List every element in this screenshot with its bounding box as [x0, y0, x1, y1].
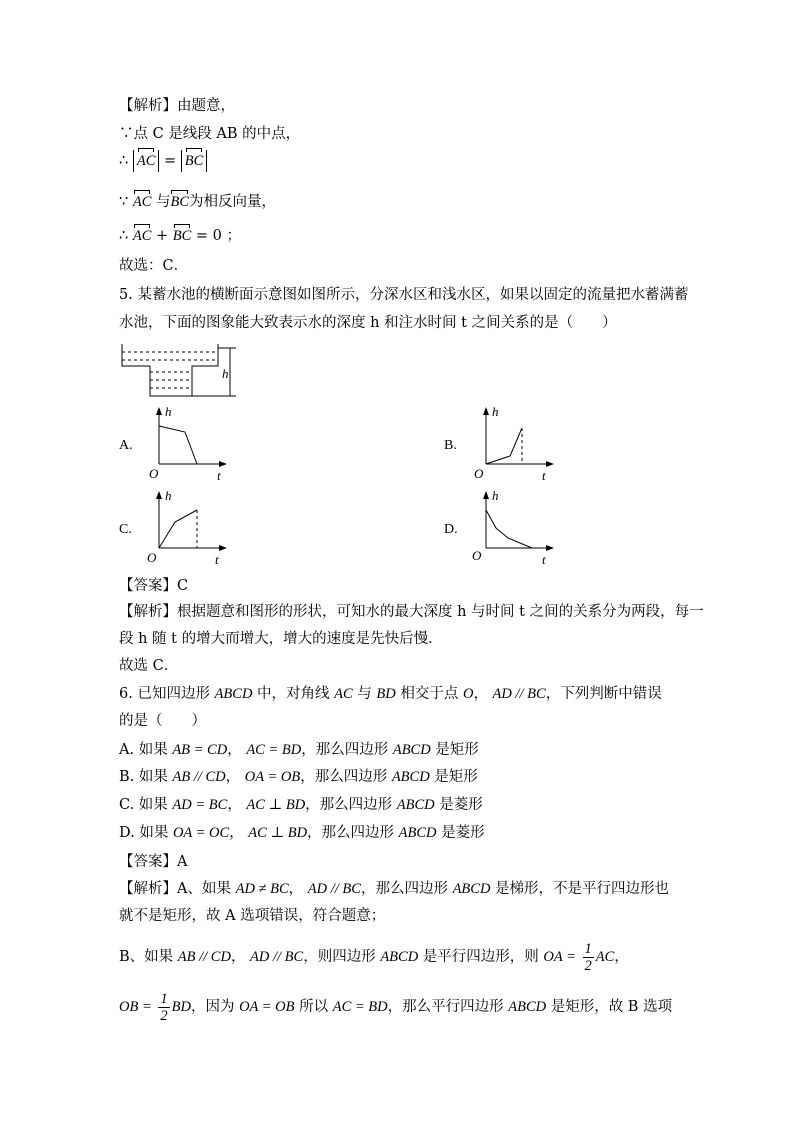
optD-sep: ，: [229, 825, 249, 841]
figure-h-label: h: [222, 366, 229, 381]
vector-bc-3: BC: [172, 228, 192, 244]
optA-end: 是矩形: [430, 742, 479, 758]
optA-m2: AC = BD: [246, 742, 302, 758]
q6-explanation-3: [119, 940, 629, 974]
optB-sep: ，: [225, 769, 245, 785]
e4-a: OB =: [119, 999, 152, 1015]
sum-result: = 0 ；: [195, 228, 241, 244]
q4-line-magnitude: [119, 150, 207, 172]
optD-post: ，那么四边形: [307, 825, 399, 841]
optC-end: 是菱形: [434, 797, 483, 813]
optC-post: ，那么四边形: [305, 797, 397, 813]
axis-o-d: O: [472, 548, 482, 563]
fraction-half-2: [158, 991, 169, 1024]
optD-m1: OA = OC: [172, 825, 230, 841]
axis-h-d: h: [492, 488, 499, 503]
e3-d: AD // BC: [250, 949, 304, 965]
q6-text-k: ，下列判断中错误: [545, 686, 662, 702]
e1-d: AD // BC: [307, 881, 361, 897]
optD-end: 是菱形: [436, 825, 485, 841]
q6-explanation-1: [119, 879, 669, 899]
optB-m1: AB // CD: [172, 769, 226, 785]
q6-stem-line1: [119, 684, 662, 704]
frac2-den: 2: [160, 1007, 168, 1024]
e4-g: ，那么平行四边形: [387, 999, 509, 1015]
q6-explanation-4: [119, 990, 672, 1024]
vector-ac-2: AC: [132, 194, 152, 210]
optA-sep: ，: [227, 742, 247, 758]
q4-line-opposite: [119, 192, 276, 212]
graph-d: [472, 488, 562, 566]
q6-math-o: O: [462, 686, 474, 702]
therefore-symbol: ∴: [119, 153, 129, 169]
q6-math-parallel: AD // BC: [492, 686, 546, 702]
axis-h-b: h: [492, 404, 499, 419]
optC-pre: C. 如果: [119, 797, 173, 813]
connector-text: 与: [155, 194, 171, 210]
optB-quad: ABCD: [391, 769, 430, 785]
e1-g: 是梯形，不是平行四边形也: [490, 881, 670, 897]
q6-text-c: 中，对角线: [252, 686, 335, 702]
option-c-label: C.: [119, 522, 132, 537]
optD-pre: D. 如果: [119, 825, 173, 841]
frac1-num: 1: [584, 940, 592, 957]
q6-option-d: [119, 823, 485, 843]
optB-pre: B. 如果: [119, 769, 173, 785]
abs-bc: [181, 150, 208, 172]
q5-explanation-2: 段 h 随 t 的增大而增大，增大的速度是先快后慢．: [119, 631, 443, 647]
e3-c: ，: [230, 949, 251, 965]
optA-pre: A. 如果: [119, 742, 173, 758]
axis-t-d: t: [542, 552, 546, 566]
because-symbol: ∵: [119, 194, 129, 210]
e3-h: OA =: [543, 949, 576, 965]
vector-ac: AC: [137, 150, 156, 172]
optC-quad: ABCD: [396, 797, 435, 813]
q5-choice: 故选 C．: [119, 658, 179, 674]
q6-text-g: 相交于点: [395, 686, 463, 702]
axis-h-c: h: [165, 488, 172, 503]
e1-e: ，那么四边形: [360, 881, 453, 897]
e3-f: ABCD: [380, 949, 419, 965]
e4-c: ，因为: [190, 999, 240, 1015]
vector-bc-2: BC: [170, 194, 190, 210]
frac1-den: 2: [584, 957, 592, 974]
e4-f: AC = BD: [332, 999, 388, 1015]
e3-i: AC: [595, 949, 615, 965]
e4-h: ABCD: [508, 999, 547, 1015]
equals-sign: =: [163, 153, 177, 169]
graph-a: [145, 404, 235, 482]
axis-o-a: O: [149, 466, 159, 481]
optC-m1: AD = BC: [172, 797, 228, 813]
optD-m2: AC ⊥ BD: [248, 825, 308, 841]
optC-sep: ，: [227, 797, 247, 813]
axis-t-c: t: [215, 552, 219, 566]
opposite-text: 为相反向量，: [189, 194, 277, 210]
reservoir-figure: [118, 340, 243, 400]
q6-explanation-2: 就不是矩形，故 A 选项错误，符合题意；: [119, 908, 386, 924]
q6-option-c: [119, 795, 483, 815]
axis-t-a: t: [217, 468, 221, 482]
e3-a: B、如果: [119, 949, 178, 965]
e3-g: 是平行四边形，则: [418, 949, 544, 965]
axis-h-a: h: [165, 404, 172, 419]
e4-b: BD: [171, 999, 191, 1015]
q6-answer: 【答案】A: [119, 854, 188, 870]
e3-b: AB // CD: [177, 949, 231, 965]
option-b-label: B.: [444, 438, 457, 453]
abs-ac: [133, 150, 160, 172]
e1-b: AD ≠ BC: [235, 881, 289, 897]
therefore-symbol-2: ∴: [119, 228, 129, 244]
e1-f: ABCD: [452, 881, 491, 897]
vector-bc: BC: [185, 150, 204, 172]
q4-choice: 故选：C．: [119, 258, 189, 274]
axis-o-c: O: [147, 550, 157, 565]
q6-stem-line2: 的是（ ）: [119, 713, 206, 729]
q5-stem-line1: 5. 某蓄水池的横断面示意图如图所示，分深水区和浅水区，如果以固定的流量把水蓄满蓄: [119, 287, 689, 303]
optD-quad: ABCD: [398, 825, 437, 841]
axis-t-b: t: [542, 468, 546, 482]
e4-e: 所以: [294, 999, 333, 1015]
e1-c: ，: [288, 881, 308, 897]
e3-j: ，: [614, 949, 629, 965]
q6-math-ac: AC: [334, 686, 353, 702]
q6-math-quad: ABCD: [214, 686, 253, 702]
q4-analysis-heading: 【解析】由题意，: [119, 98, 235, 114]
fraction-half-1: [583, 941, 594, 974]
optA-m1: AB = CD: [172, 742, 228, 758]
graph-b: [472, 404, 562, 482]
optA-post: ，那么四边形: [301, 742, 393, 758]
optB-post: ，那么四边形: [300, 769, 392, 785]
vector-ac-3: AC: [132, 228, 152, 244]
e4-d: OA = OB: [239, 999, 295, 1015]
q6-math-bd: BD: [376, 686, 396, 702]
optB-m2: OA = OB: [244, 769, 301, 785]
q4-line-midpoint: ∵点 C 是线段 AB 的中点，: [119, 126, 301, 142]
graph-c: [145, 488, 235, 566]
axis-o-b: O: [474, 466, 484, 481]
frac2-num: 1: [160, 990, 168, 1007]
e4-i: 是矩形，故 B 选项: [546, 999, 673, 1015]
optB-end: 是矩形: [429, 769, 478, 785]
q4-line-sum: [119, 226, 241, 246]
optC-m2: AC ⊥ BD: [246, 797, 306, 813]
q6-text-a: 6. 已知四边形: [119, 686, 215, 702]
q5-answer: 【答案】C: [119, 578, 189, 594]
option-a-label: A.: [119, 438, 133, 453]
q6-option-b: [119, 767, 478, 787]
q6-text-e: 与: [352, 686, 377, 702]
option-d-label: D.: [444, 522, 458, 537]
q5-explanation-1: 【解析】根据题意和图形的形状，可知水的最大深度 h 与时间 t 之间的关系分为两段，每一: [119, 604, 704, 620]
q6-text-i: ，: [473, 686, 493, 702]
plus-sign: +: [155, 228, 169, 244]
q6-option-a: [119, 740, 479, 760]
q5-stem-line2: 水池，下面的图象能大致表示水的深度 h 和注水时间 t 之间关系的是（ ）: [119, 315, 617, 331]
e1-a: 【解析】A、如果: [119, 881, 236, 897]
optA-quad: ABCD: [392, 742, 431, 758]
e3-e: ，则四边形: [303, 949, 381, 965]
